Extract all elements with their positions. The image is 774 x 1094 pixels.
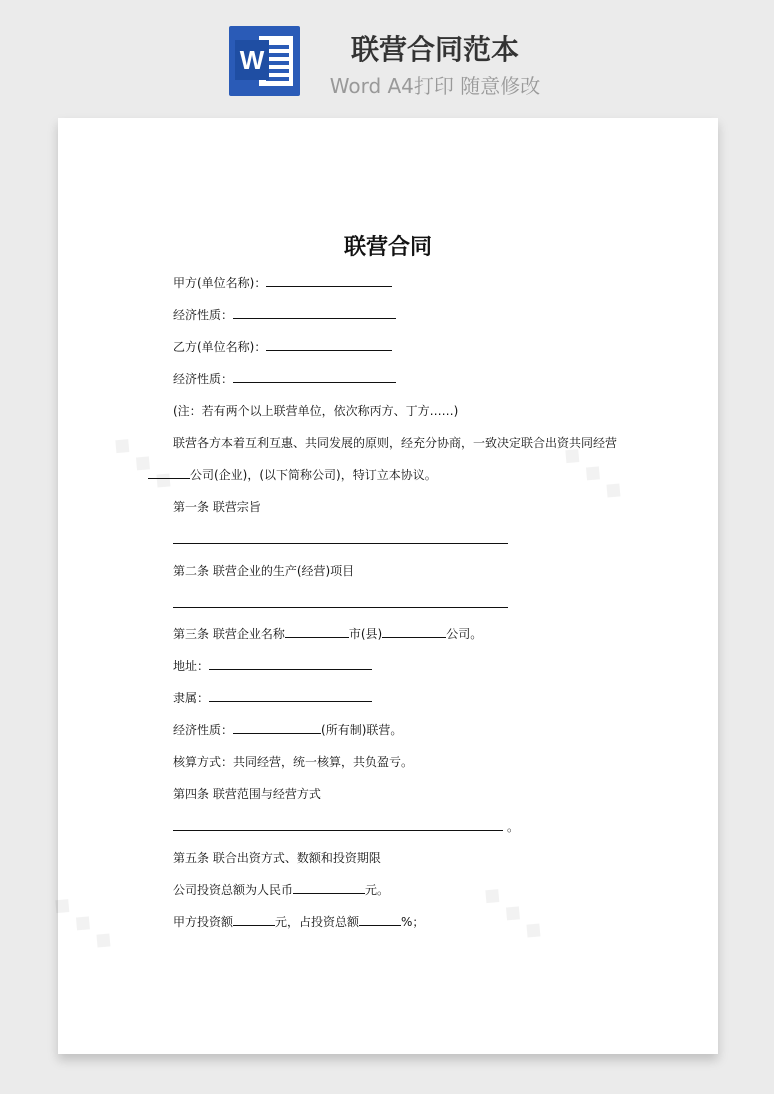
party-a-percent-blank[interactable] <box>359 913 401 926</box>
article-3-company-label: 公司。 <box>446 627 483 641</box>
total-investment-unit: 元。 <box>365 883 390 897</box>
word-icon <box>229 26 300 96</box>
article-1-blank[interactable] <box>173 531 508 544</box>
total-investment-line <box>173 881 389 899</box>
party-b-blank[interactable] <box>266 338 392 351</box>
article-3-line <box>173 625 482 643</box>
total-investment-label: 公司投资总额为人民币 <box>173 883 294 897</box>
watermark: ◆ ◆ ◆ <box>47 888 121 956</box>
document-title: 联营合同 <box>343 235 432 260</box>
page-title: 联营合同范本 <box>350 33 519 66</box>
total-investment-blank[interactable] <box>293 881 365 894</box>
econ-nature-blank[interactable] <box>233 370 396 383</box>
article-3-city-label: 市(县) <box>348 627 383 641</box>
intro-line-2 <box>148 466 437 484</box>
city-blank[interactable] <box>285 625 349 638</box>
article-1-line <box>173 531 508 549</box>
company-name-blank[interactable] <box>148 466 190 479</box>
party-b-label: 乙方(单位名称)： <box>173 340 267 354</box>
affiliation-label: 隶属： <box>173 691 210 705</box>
article-3-label: 第三条 联营企业名称 <box>173 627 285 641</box>
article-2-heading: 第二条 联营企业的生产(经营)项目 <box>173 564 355 578</box>
document-page <box>47 118 718 1054</box>
percent-suffix: %； <box>401 915 425 929</box>
econ-nature-label: 经济性质： <box>173 372 234 386</box>
note-text: (注：若有两个以上联营单位，依次称丙方、丁方……) <box>173 404 459 418</box>
article-1-heading: 第一条 联营宗旨 <box>173 500 261 514</box>
affiliation-line <box>173 689 372 707</box>
party-a-invest-blank[interactable] <box>233 913 275 926</box>
address-line <box>173 657 372 675</box>
watermark: ◆ ◆ ◆ <box>477 878 551 946</box>
watermark: ◆ ◆ ◆ <box>557 438 631 506</box>
econ-nature-blank[interactable] <box>233 306 396 319</box>
page-subtitle: Word A4打印 随意修改 <box>329 74 541 98</box>
party-a-investment-line <box>173 913 424 931</box>
word-logo-letter: W <box>235 40 269 80</box>
econ-nature-line-3 <box>173 721 402 739</box>
party-b-line <box>173 338 392 356</box>
article-4-line <box>173 818 519 836</box>
econ-nature-line-1 <box>173 306 396 324</box>
ownership-suffix: (所有制)联营。 <box>321 723 403 737</box>
intro-text-2: 公司(企业)，(以下简称公司)，特订立本协议。 <box>190 468 437 482</box>
address-blank[interactable] <box>209 657 372 670</box>
company-blank[interactable] <box>382 625 446 638</box>
ownership-blank[interactable] <box>233 721 321 734</box>
econ-nature-line-2 <box>173 370 396 388</box>
party-a-invest-label: 甲方投资额 <box>173 915 234 929</box>
party-a-line <box>173 274 392 292</box>
party-a-invest-share-label: 元，占投资总额 <box>275 915 360 929</box>
article-2-blank[interactable] <box>173 595 508 608</box>
article-4-heading: 第四条 联营范围与经营方式 <box>173 787 321 801</box>
article-5-heading: 第五条 联合出资方式、数额和投资期限 <box>173 851 381 865</box>
intro-text-1: 联营各方本着互利互惠、共同发展的原则，经充分协商，一致决定联合出资共同经营 <box>173 436 618 450</box>
accounting-text: 核算方式：共同经营，统一核算，共负盈亏。 <box>173 755 414 769</box>
address-label: 地址： <box>173 659 210 673</box>
affiliation-blank[interactable] <box>209 689 372 702</box>
econ-nature-label: 经济性质： <box>173 723 234 737</box>
party-a-blank[interactable] <box>266 274 392 287</box>
article-4-blank[interactable] <box>173 818 503 831</box>
article-2-line <box>173 595 508 613</box>
header <box>0 0 774 110</box>
watermark: ◆ ◆ ◆ <box>107 428 181 496</box>
party-a-label: 甲方(单位名称)： <box>173 276 267 290</box>
econ-nature-label: 经济性质： <box>173 308 234 322</box>
article-4-period: 。 <box>507 820 520 834</box>
